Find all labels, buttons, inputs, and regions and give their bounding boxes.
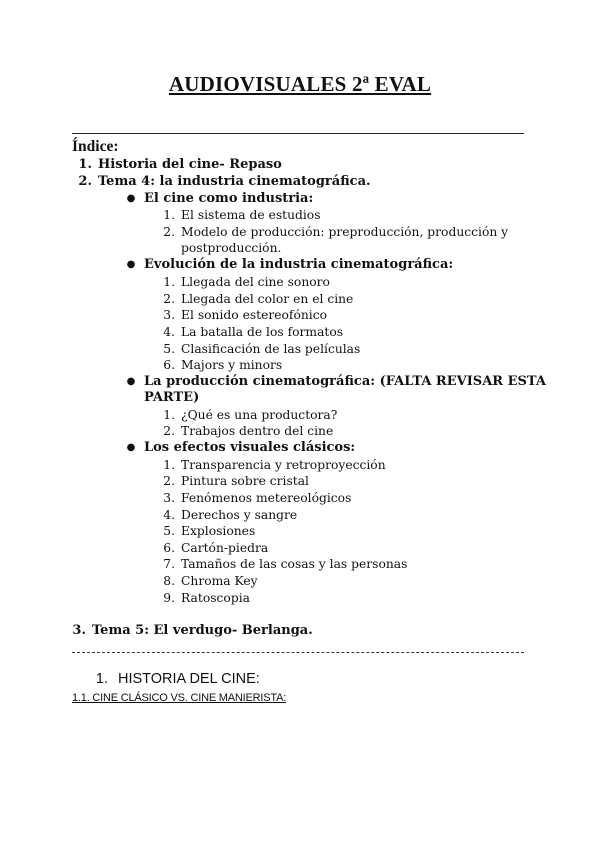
bullet-label-cont: PARTE) — [144, 390, 200, 405]
list-item — [155, 307, 327, 323]
list-number: 4. — [163, 325, 175, 339]
list-item — [155, 590, 250, 606]
list-label: El sonido estereofónico — [181, 308, 328, 322]
list-label: Modelo de producción: preproducción, producción y — [181, 225, 509, 239]
list-label: Llegada del cine sonoro — [181, 275, 330, 289]
list-item — [155, 341, 360, 357]
bullet-icon: ● — [126, 193, 136, 204]
bullet-item — [126, 191, 313, 208]
list-number: 8. — [163, 574, 175, 588]
index-item-2 — [72, 174, 371, 190]
list-label: Explosiones — [181, 524, 256, 538]
list-number: 1. — [163, 275, 175, 289]
list-item — [155, 423, 333, 439]
list-number: 2. — [163, 225, 175, 239]
list-label: La batalla de los formatos — [181, 325, 344, 339]
list-item — [155, 573, 258, 589]
list-label: Derechos y sangre — [181, 508, 298, 522]
index-number: 3. — [72, 623, 86, 638]
index-number: 1. — [78, 157, 92, 172]
list-label: Pintura sobre cristal — [181, 474, 309, 488]
list-number: 1. — [163, 208, 175, 222]
list-item — [155, 274, 330, 290]
index-item-1 — [72, 157, 282, 173]
list-label: Chroma Key — [181, 574, 258, 588]
list-item — [155, 473, 309, 489]
bullet-item — [126, 374, 546, 391]
list-label: postproducción. — [181, 241, 282, 255]
list-label: Trabajos dentro del cine — [181, 424, 334, 438]
list-label: Fenómenos metereológicos — [181, 491, 352, 505]
bullet-label: Los efectos visuales clásicos: — [144, 440, 356, 455]
list-label: Transparencia y retroproyección — [181, 458, 386, 472]
index-item-3 — [66, 623, 313, 639]
list-label: Cartón-piedra — [181, 541, 269, 555]
list-item — [155, 523, 255, 539]
list-item — [155, 457, 386, 473]
dashed-separator — [72, 652, 524, 653]
index-label: Historia del cine- Repaso — [98, 157, 282, 172]
index-number: 2. — [78, 174, 92, 189]
list-number: 2. — [163, 424, 175, 438]
bullet-icon: ● — [126, 442, 136, 453]
list-number: 1. — [163, 408, 175, 422]
section-heading — [92, 671, 260, 687]
list-item — [155, 324, 343, 340]
bullet-item — [126, 440, 355, 457]
bullet-label: El cine como industria: — [144, 191, 314, 206]
bullet-item — [126, 257, 453, 274]
list-item — [155, 291, 353, 307]
horizontal-rule — [72, 133, 524, 134]
list-label: El sistema de estudios — [181, 208, 321, 222]
list-label: ¿Qué es una productora? — [181, 408, 338, 422]
list-number: 5. — [163, 524, 175, 538]
list-item — [155, 490, 351, 506]
list-number: 1. — [163, 458, 175, 472]
bullet-icon: ● — [126, 376, 136, 387]
list-item — [155, 540, 268, 556]
list-number: 3. — [163, 308, 175, 322]
list-item — [155, 357, 282, 373]
list-number: 2. — [163, 474, 175, 488]
subsection-heading: 1.1. CINE CLÁSICO VS. CINE MANIERISTA: — [72, 692, 287, 704]
bullet-label: La producción cinematográfica: (FALTA REVISAR ESTA — [144, 374, 546, 389]
index-label: Tema 5: El verdugo- Berlanga. — [92, 623, 313, 638]
list-number: 3. — [163, 491, 175, 505]
list-number: 2. — [163, 292, 175, 306]
list-item — [155, 240, 281, 256]
section-label: HISTORIA DEL CINE: — [118, 671, 260, 687]
index-label: Tema 4: la industria cinematográfica. — [98, 174, 371, 189]
list-label: Ratoscopia — [181, 591, 250, 605]
list-item — [155, 207, 321, 223]
index-heading: Índice: — [72, 138, 119, 155]
list-label: Tamaños de las cosas y las personas — [181, 557, 408, 571]
bullet-icon: ● — [126, 259, 136, 270]
list-number: 6. — [163, 541, 175, 555]
list-item — [155, 407, 337, 423]
list-number: 5. — [163, 342, 175, 356]
list-item — [155, 224, 508, 240]
section-number: 1. — [95, 671, 108, 687]
list-label: Clasificación de las películas — [181, 342, 361, 356]
list-label: Majors y minors — [181, 358, 283, 372]
list-label: Llegada del color en el cine — [181, 292, 354, 306]
list-number: 4. — [163, 508, 175, 522]
list-item — [155, 507, 297, 523]
list-number: 9. — [163, 591, 175, 605]
list-number: 7. — [163, 557, 175, 571]
list-item — [155, 556, 407, 572]
document-title: AUDIOVISUALES 2ª EVAL — [168, 72, 432, 96]
bullet-label: Evolución de la industria cinematográfica: — [144, 257, 454, 272]
list-number: 6. — [163, 358, 175, 372]
